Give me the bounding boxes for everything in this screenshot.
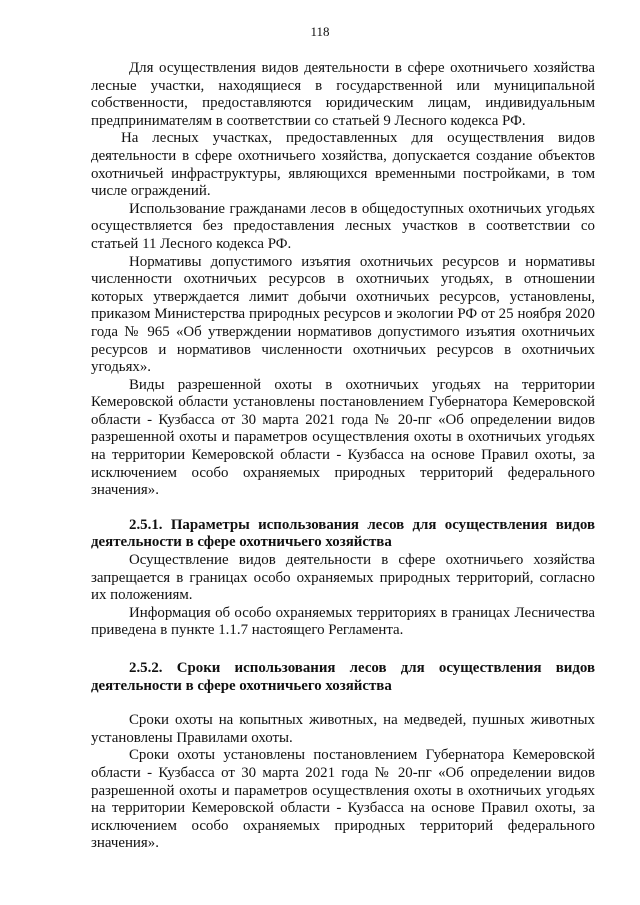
spacer — [91, 640, 595, 660]
spacer — [91, 695, 595, 712]
section-heading-2-5-2: 2.5.2. Сроки использования лесов для осуществления видов деятельности в сфере охотничьего хозяйства — [91, 660, 595, 694]
page-content — [91, 60, 595, 853]
paragraph-hunting-seasons-decree: Сроки охоты установлены постановлением Губернатора Кемеровской области - Кузбасса от 30 марта 2021 года № 20-пг «Об определении видов разрешенной охоты и параметров осуществления охоты в охотничьих угодьях на территории Кемеровской области - Кузбасса на основе Правил охоты, за исключением особо охраняемых природных территорий федерального значения». — [91, 747, 595, 852]
paragraph-public-hunting-grounds: Использование гражданами лесов в общедоступных охотничьих угодьях осуществляется без предоставления лесных участков в соответствии со статьей 11 Лесного кодекса РФ. — [91, 200, 595, 252]
section-heading-2-5-1: 2.5.1. Параметры использования лесов для осуществления видов деятельности в сфере охотничьего хозяйства — [91, 516, 595, 551]
page-number: 118 — [310, 24, 330, 39]
paragraph-land-plots-provision: Для осуществления видов деятельности в сфере охотничьего хозяйства лесные участки, находящиеся в государственной или муниципальной собственности, предоставляются юридическим лицам, индивидуальным предпринимателям в соответствии со статьей 9 Лесного кодекса РФ. — [91, 60, 595, 129]
paragraph-protected-areas-ban: Осуществление видов деятельности в сфере охотничьего хозяйства запрещается в границах особо охраняемых природных территорий, согласно их положениям. — [91, 552, 595, 604]
paragraph-hunting-seasons-rules: Сроки охоты на копытных животных, на медведей, пушных животных установлены Правилами охоты. — [91, 712, 595, 746]
paragraph-withdrawal-norms: Нормативы допустимого изъятия охотничьих ресурсов и нормативы численности охотничьих ресурсов в охотничьих угодьях, в отношении которых утверждается лимит добычи охотничьих ресурсов, установлены, приказом Министерства природных ресурсов и экологии РФ от 25 ноября 2020 года № 965 «Об утверждении нормативов допустимого изъятия охотничьих ресурсов и нормативов численности охотничьих ресурсов в охотничьих угодьях». — [91, 253, 595, 376]
paragraph-hunting-infrastructure: На лесных участках, предоставленных для осуществления видов деятельности в сфере охотничьего хозяйства, допускается создание объектов охотничьей инфраструктуры, являющихся временными постройками, в том числе ограждений. — [91, 130, 595, 200]
paragraph-protected-areas-info: Информация об особо охраняемых территориях в границах Лесничества приведена в пункте 1.1.7 настоящего Регламента. — [91, 604, 595, 639]
spacer — [91, 500, 595, 517]
paragraph-hunting-types: Виды разрешенной охоты в охотничьих угодьях на территории Кемеровской области установлены постановлением Губернатора Кемеровской области - Кузбасса от 30 марта 2021 года № 20-пг «Об определении видов разрешенной охоты и параметров осуществления охоты в охотничьих угодьях на территории Кемеровской области - Кузбасса на основе Правил охоты, за исключением особо охраняемых природных территорий федерального значения». — [91, 376, 595, 499]
